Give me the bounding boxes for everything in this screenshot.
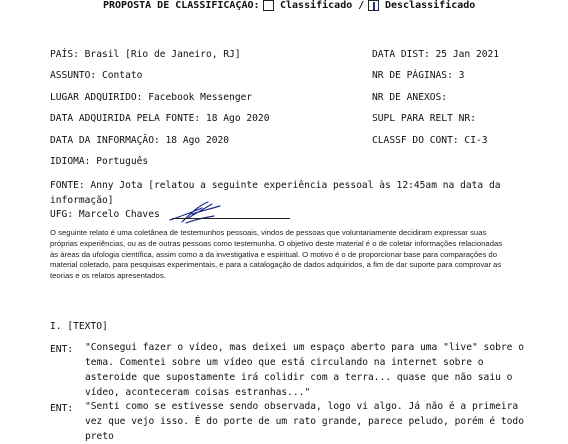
classification-proposal-label: PROPOSTA DE CLASSIFICAÇÃO: — [103, 0, 260, 11]
declassified-checkbox[interactable] — [368, 0, 379, 11]
field-lugar-adquirido: LUGAR ADQUIRIDO: Facebook Messenger — [50, 92, 253, 103]
field-data-adquirida: DATA ADQUIRIDA PELA FONTE: 18 Ago 2020 — [50, 113, 270, 124]
entry-label: ENT: — [50, 344, 74, 355]
field-data-dist: DATA DIST: 25 Jan 2021 — [372, 49, 500, 60]
entry-label: ENT: — [50, 403, 74, 414]
field-data-informacao-value: 18 Ago 2020 — [165, 135, 230, 146]
field-pais: PAÍS: Brasil [Rio de Janeiro, RJ] — [50, 49, 241, 60]
field-data-informacao — [50, 135, 229, 146]
classified-checkbox[interactable] — [263, 0, 274, 11]
field-ufg: UFG: Marcelo Chaves — [50, 209, 160, 220]
entry-text: "Senti como se estivesse sendo observada, logo vi algo. Já não é a primeira vez que vejo isso. É do porte de um rato grande, parece peludo, porém é todo preto — [85, 401, 524, 442]
signature-line — [172, 218, 290, 219]
field-supl-relt: SUPL PARA RELT NR: — [372, 113, 476, 124]
field-classf-cont: CLASSF DO CONT: CI-3 — [372, 135, 488, 146]
field-data-informacao-label: DATA DA INFORMAÇÃO: — [50, 135, 160, 146]
field-fonte: FONTE: Anny Jota [relatou a seguinte experiência pessoal às 12:45am na data da informação] — [50, 180, 501, 206]
entry-text: "Consegui fazer o vídeo, mas deixei um espaço aberto para uma "live" sobre o tema. Comentei sobre um vídeo que está circulando na internet sobre o asteroide que supostamente irá colidir com a terra... quase que não saiu o vídeo, aconteceram coisas estranhas..." — [85, 342, 524, 398]
signature-icon — [168, 200, 228, 228]
check-mark-icon — [373, 2, 375, 10]
field-assunto: ASSUNTO: Contato — [50, 70, 143, 81]
section-heading: I. [TEXTO] — [50, 321, 108, 332]
description-paragraph: O seguinte relato é uma coletânea de testemunhos pessoais, vindos de pessoas que voluntariamente decidiram expressar suas próprias experiências, ou as de outras pessoas como testemunha. O objetivo deste material é o de coletar informações relacionadas às áreas da ufologia científica, assim como a da investigativa e espiritual. O motivo é o de proporcionar base para comparações do material coletado, para pesquisas experimentais, e para a catalogação de dados adquiridos, a fim de dar suporte para comprovar as teorias e os relatos apresentados. — [50, 228, 503, 281]
field-idioma: IDIOMA: Português — [50, 156, 149, 167]
field-nr-paginas: NR DE PÁGINAS: 3 — [372, 70, 465, 81]
field-nr-anexos: NR DE ANEXOS: — [372, 92, 448, 103]
declassified-label: Desclassificado — [385, 0, 476, 11]
classified-label: Classificado / — [280, 0, 365, 11]
